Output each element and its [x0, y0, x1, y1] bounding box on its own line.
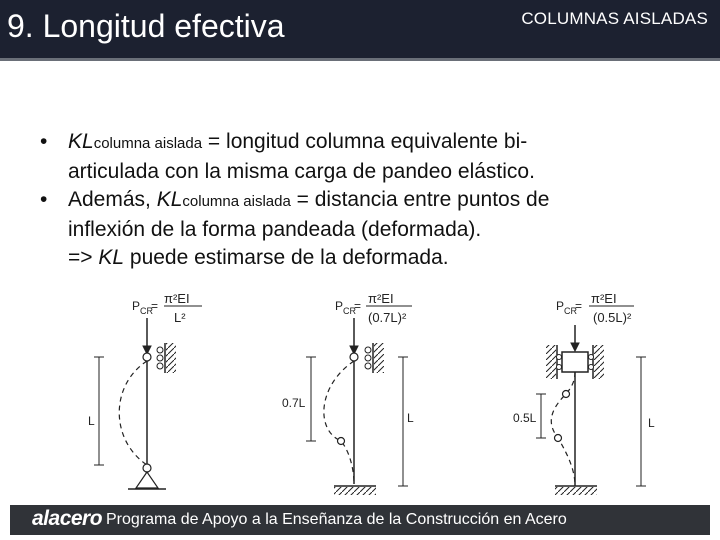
pcr-label: P: [335, 299, 344, 313]
formula-denominator: (0.5L)²: [593, 310, 632, 325]
diagram-pinned-pinned: [88, 291, 202, 489]
pcr-formula: [335, 291, 412, 325]
formula-numerator: π²EI: [164, 291, 190, 306]
pcr-subscript: CR: [343, 306, 356, 316]
alacero-logo: alacero: [32, 507, 103, 530]
equals-sign: =: [354, 299, 362, 313]
pcr-formula: [132, 291, 202, 325]
note-text: puede estimarse de la deformada.: [124, 246, 449, 269]
wall-hatch: [374, 343, 384, 373]
note-prefix: =>: [68, 246, 99, 269]
top-pin-icon: [143, 353, 151, 361]
formula-numerator: π²EI: [591, 291, 617, 306]
top-pin-icon: [350, 353, 358, 361]
buckled-shape: [324, 361, 354, 484]
kl-symbol: KL: [98, 246, 125, 269]
kl-subscript: columna aislada: [182, 193, 291, 210]
length-label: L: [648, 416, 655, 430]
bullet-icon: •: [40, 188, 48, 211]
inflection-point-icon: [563, 391, 570, 398]
fixed-top-block: [562, 352, 588, 372]
effective-length-label: 0.5L: [513, 411, 537, 425]
bullet-prefix: Además,: [68, 188, 157, 211]
roller-icon: [589, 365, 594, 370]
roller-icon: [365, 355, 371, 361]
wall-hatch: [166, 343, 176, 373]
diagram-fixed-fixed: [513, 291, 655, 495]
roller-icon: [589, 355, 594, 360]
bottom-pin-icon: [143, 464, 151, 472]
pcr-subscript: CR: [140, 306, 153, 316]
kl-symbol: KL: [68, 130, 94, 153]
buckled-shape: [551, 372, 575, 486]
wall-hatch: [594, 345, 604, 379]
equals-sign: =: [151, 299, 159, 313]
bullet-text: inflexión de la forma pandeada (deformada).: [68, 218, 482, 241]
diagram-fixed-pinned: [282, 291, 414, 495]
bullet-text: = longitud columna equivalente bi-: [202, 130, 528, 153]
roller-icon: [157, 363, 163, 369]
kl-symbol: KL: [156, 188, 183, 211]
program-name: Programa de Apoyo a la Enseñanza de la Construcción en Acero: [106, 511, 567, 528]
roller-icon: [365, 347, 371, 353]
inflection-point-icon: [338, 438, 345, 445]
arrowhead-icon: [571, 343, 579, 351]
equals-sign: =: [575, 299, 583, 313]
roller-icon: [557, 365, 562, 370]
bullet-text: = distancia entre puntos de: [290, 188, 550, 211]
roller-icon: [157, 347, 163, 353]
wall-hatch: [546, 345, 556, 379]
effective-length-label: 0.7L: [282, 396, 306, 410]
roller-icon: [157, 355, 163, 361]
length-label: L: [88, 414, 95, 428]
kl-subscript: columna aislada: [93, 135, 203, 152]
pin-support-icon: [136, 472, 158, 488]
roller-icon: [365, 363, 371, 369]
pcr-formula: [556, 291, 634, 325]
pcr-subscript: CR: [564, 306, 577, 316]
fixed-base-hatch: [555, 487, 597, 495]
pcr-label: P: [556, 299, 565, 313]
length-label: L: [407, 411, 414, 425]
buckled-shape: [119, 361, 147, 465]
bullet-icon: •: [40, 130, 48, 153]
fixed-base-hatch: [334, 487, 376, 495]
footer-bar: [10, 505, 710, 535]
slide-title: 9. Longitud efectiva: [7, 8, 285, 44]
section-subtitle: COLUMNAS AISLADAS: [521, 9, 708, 28]
roller-icon: [557, 355, 562, 360]
pcr-label: P: [132, 299, 141, 313]
formula-denominator: (0.7L)²: [368, 310, 407, 325]
bullet-text: articulada con la misma carga de pandeo elástico.: [68, 160, 535, 183]
formula-denominator: L²: [174, 310, 186, 325]
inflection-point-icon: [555, 435, 562, 442]
formula-numerator: π²EI: [368, 291, 394, 306]
